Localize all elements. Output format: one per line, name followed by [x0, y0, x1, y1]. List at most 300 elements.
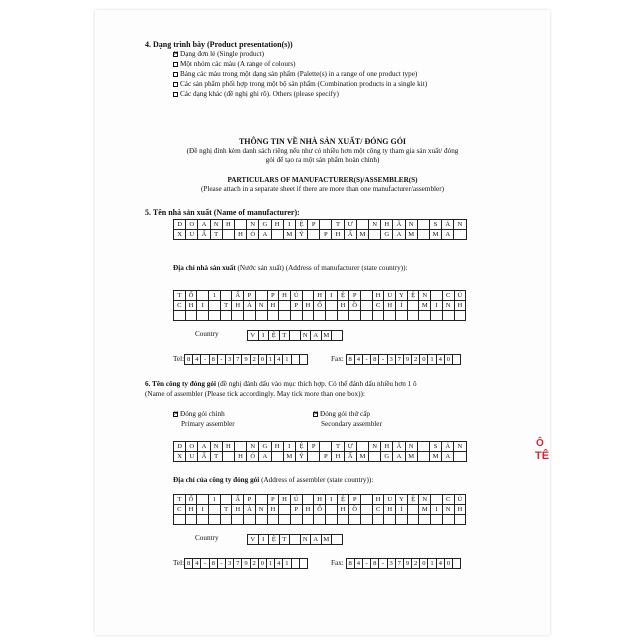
char-box[interactable]: T: [174, 495, 186, 505]
char-box[interactable]: H: [384, 301, 396, 311]
char-box[interactable]: [303, 515, 315, 525]
char-box[interactable]: [221, 495, 233, 505]
char-box[interactable]: Ệ: [269, 331, 280, 341]
char-box[interactable]: H: [338, 301, 350, 311]
char-box[interactable]: 2: [412, 559, 420, 569]
char-box[interactable]: M: [357, 230, 369, 240]
char-box[interactable]: M: [322, 331, 333, 341]
char-box[interactable]: -: [201, 559, 209, 569]
char-box[interactable]: P: [320, 230, 332, 240]
char-box[interactable]: N: [247, 442, 259, 452]
char-box[interactable]: X: [174, 230, 186, 240]
char-box[interactable]: A: [442, 230, 454, 240]
char-box[interactable]: [361, 301, 373, 311]
char-box[interactable]: [235, 442, 247, 452]
char-box[interactable]: I: [284, 442, 296, 452]
char-box[interactable]: [268, 515, 280, 525]
char-box[interactable]: 8: [347, 355, 355, 365]
char-box[interactable]: 7: [396, 559, 404, 569]
char-box[interactable]: A: [198, 220, 210, 230]
char-box[interactable]: -: [218, 559, 226, 569]
char-box[interactable]: N: [419, 495, 431, 505]
char-box[interactable]: [320, 442, 332, 452]
char-box[interactable]: 0: [259, 559, 267, 569]
char-box[interactable]: [396, 515, 408, 525]
char-box[interactable]: A: [198, 442, 210, 452]
char-box[interactable]: 1: [267, 355, 275, 365]
char-box[interactable]: [292, 355, 300, 365]
char-box[interactable]: [292, 559, 300, 569]
char-box[interactable]: H: [338, 505, 350, 515]
char-box[interactable]: -: [218, 355, 226, 365]
char-box[interactable]: I: [326, 291, 338, 301]
char-box[interactable]: [361, 515, 373, 525]
char-box[interactable]: Ấ: [232, 495, 244, 505]
char-box[interactable]: [357, 442, 369, 452]
char-box[interactable]: [174, 515, 186, 525]
char-box[interactable]: T: [174, 291, 186, 301]
char-box[interactable]: U: [186, 230, 198, 240]
presentation-option-checkbox[interactable]: [173, 52, 178, 57]
char-box[interactable]: [256, 515, 268, 525]
char-box[interactable]: [369, 452, 381, 462]
char-box[interactable]: [418, 452, 430, 462]
char-box[interactable]: Ủ: [455, 495, 467, 505]
char-box[interactable]: [279, 301, 291, 311]
char-box[interactable]: [408, 301, 420, 311]
char-box[interactable]: [308, 452, 320, 462]
char-box[interactable]: [349, 311, 361, 321]
char-box[interactable]: N: [211, 442, 223, 452]
char-box[interactable]: P: [291, 505, 303, 515]
char-box[interactable]: G: [381, 230, 393, 240]
char-box[interactable]: C: [373, 505, 385, 515]
char-box[interactable]: N: [369, 442, 381, 452]
char-box[interactable]: [332, 331, 343, 341]
char-box[interactable]: P: [349, 495, 361, 505]
char-box[interactable]: [279, 505, 291, 515]
char-box[interactable]: Ó: [247, 452, 259, 462]
char-box[interactable]: 1: [428, 355, 436, 365]
char-box[interactable]: [303, 291, 315, 301]
char-box[interactable]: [223, 230, 235, 240]
char-box[interactable]: -: [379, 559, 387, 569]
char-box[interactable]: [272, 230, 284, 240]
char-box[interactable]: C: [174, 301, 186, 311]
char-box[interactable]: C: [174, 505, 186, 515]
presentation-option-checkbox[interactable]: [173, 62, 178, 67]
char-box[interactable]: Ư: [345, 220, 357, 230]
char-box[interactable]: [279, 515, 291, 525]
char-box[interactable]: Ồ: [349, 505, 361, 515]
char-box[interactable]: [308, 230, 320, 240]
char-box[interactable]: 0: [445, 559, 453, 569]
char-box[interactable]: P: [308, 442, 320, 452]
char-box[interactable]: Ấ: [198, 452, 210, 462]
char-box[interactable]: 8: [185, 559, 193, 569]
char-box[interactable]: 7: [234, 559, 242, 569]
char-box[interactable]: Â: [393, 220, 405, 230]
char-box[interactable]: [314, 311, 326, 321]
char-box[interactable]: [290, 535, 301, 545]
char-box[interactable]: P: [320, 452, 332, 462]
char-box[interactable]: S: [430, 220, 442, 230]
char-box[interactable]: 7: [234, 355, 242, 365]
char-box[interactable]: V: [248, 535, 259, 545]
char-box[interactable]: 8: [185, 355, 193, 365]
char-box[interactable]: [357, 220, 369, 230]
char-box[interactable]: Ệ: [269, 535, 280, 545]
char-box[interactable]: Ú: [291, 291, 303, 301]
char-box[interactable]: [197, 495, 209, 505]
char-box[interactable]: X: [174, 452, 186, 462]
presentation-option[interactable]: [173, 90, 427, 100]
char-box[interactable]: Y: [396, 291, 408, 301]
char-box[interactable]: S: [430, 442, 442, 452]
char-box[interactable]: [221, 311, 233, 321]
char-box[interactable]: 7: [396, 355, 404, 365]
char-box[interactable]: Ệ: [408, 291, 420, 301]
char-box[interactable]: G: [381, 452, 393, 462]
char-box[interactable]: 8: [371, 559, 379, 569]
char-box[interactable]: O: [186, 442, 198, 452]
char-box[interactable]: [326, 311, 338, 321]
char-box[interactable]: N: [256, 301, 268, 311]
char-box[interactable]: H: [303, 505, 315, 515]
char-box[interactable]: [453, 559, 461, 569]
char-box[interactable]: [361, 291, 373, 301]
char-box[interactable]: G: [259, 220, 271, 230]
presentation-option[interactable]: [173, 50, 427, 60]
secondary-assembler-checkbox[interactable]: [313, 412, 318, 417]
char-box[interactable]: 8: [347, 559, 355, 569]
primary-assembler-option[interactable]: [173, 410, 225, 419]
char-box[interactable]: -: [201, 355, 209, 365]
char-box[interactable]: [209, 505, 221, 515]
char-box[interactable]: [408, 311, 420, 321]
char-box[interactable]: 4: [437, 355, 445, 365]
char-box[interactable]: Ổ: [186, 291, 198, 301]
char-box[interactable]: Ư: [345, 442, 357, 452]
char-box[interactable]: P: [308, 220, 320, 230]
char-box[interactable]: 9: [404, 355, 412, 365]
char-box[interactable]: 9: [242, 559, 250, 569]
char-box[interactable]: [232, 311, 244, 321]
char-box[interactable]: I: [197, 301, 209, 311]
char-box[interactable]: 2: [251, 559, 259, 569]
char-box[interactable]: 2: [412, 355, 420, 365]
char-box[interactable]: Ả: [442, 442, 454, 452]
char-box[interactable]: 1: [283, 559, 291, 569]
char-box[interactable]: A: [311, 331, 322, 341]
char-box[interactable]: P: [349, 291, 361, 301]
char-box[interactable]: Ủ: [455, 291, 467, 301]
char-box[interactable]: [453, 355, 461, 365]
char-box[interactable]: A: [311, 535, 322, 545]
char-box[interactable]: H: [232, 505, 244, 515]
char-box[interactable]: P: [244, 495, 256, 505]
char-box[interactable]: H: [332, 230, 344, 240]
char-box[interactable]: [369, 230, 381, 240]
char-box[interactable]: Ỹ: [296, 230, 308, 240]
char-box[interactable]: H: [186, 301, 198, 311]
char-box[interactable]: -: [379, 355, 387, 365]
char-box[interactable]: Ó: [247, 230, 259, 240]
char-box[interactable]: T: [221, 505, 233, 515]
char-box[interactable]: [431, 311, 443, 321]
char-box[interactable]: [349, 515, 361, 525]
char-box[interactable]: [361, 505, 373, 515]
char-box[interactable]: 4: [275, 559, 283, 569]
char-box[interactable]: [272, 452, 284, 462]
char-box[interactable]: M: [430, 230, 442, 240]
char-box[interactable]: U: [384, 495, 396, 505]
char-box[interactable]: Ệ: [408, 495, 420, 505]
char-box[interactable]: [186, 311, 198, 321]
presentation-option[interactable]: [173, 70, 427, 80]
char-box[interactable]: Ỹ: [296, 452, 308, 462]
char-box[interactable]: T: [280, 535, 291, 545]
char-box[interactable]: C: [443, 495, 455, 505]
char-box[interactable]: H: [455, 505, 467, 515]
char-box[interactable]: T: [332, 442, 344, 452]
char-box[interactable]: I: [259, 535, 270, 545]
char-box[interactable]: [373, 515, 385, 525]
char-box[interactable]: [232, 515, 244, 525]
char-box[interactable]: [279, 311, 291, 321]
char-box[interactable]: H: [381, 442, 393, 452]
char-box[interactable]: 3: [226, 355, 234, 365]
char-box[interactable]: [332, 535, 343, 545]
char-box[interactable]: N: [443, 505, 455, 515]
char-box[interactable]: [197, 311, 209, 321]
char-box[interactable]: Ấ: [232, 291, 244, 301]
char-box[interactable]: V: [248, 331, 259, 341]
char-box[interactable]: H: [381, 220, 393, 230]
char-box[interactable]: H: [373, 495, 385, 505]
char-box[interactable]: [373, 311, 385, 321]
char-box[interactable]: 0: [420, 559, 428, 569]
char-box[interactable]: Í: [396, 505, 408, 515]
char-box[interactable]: A: [393, 452, 405, 462]
char-box[interactable]: [244, 311, 256, 321]
char-box[interactable]: N: [301, 535, 312, 545]
char-box[interactable]: 1: [267, 559, 275, 569]
char-box[interactable]: [300, 559, 308, 569]
char-box[interactable]: [197, 291, 209, 301]
char-box[interactable]: N: [211, 220, 223, 230]
char-box[interactable]: N: [454, 442, 466, 452]
presentation-option[interactable]: [173, 80, 427, 90]
char-box[interactable]: [291, 515, 303, 525]
char-box[interactable]: M: [284, 452, 296, 462]
char-box[interactable]: [303, 311, 315, 321]
char-box[interactable]: H: [268, 505, 280, 515]
char-box[interactable]: [209, 301, 221, 311]
char-box[interactable]: [361, 495, 373, 505]
char-box[interactable]: 8: [210, 355, 218, 365]
char-box[interactable]: [174, 311, 186, 321]
char-box[interactable]: H: [235, 230, 247, 240]
char-box[interactable]: H: [279, 495, 291, 505]
char-box[interactable]: 3: [388, 355, 396, 365]
char-box[interactable]: H: [314, 291, 326, 301]
char-box[interactable]: I: [259, 331, 270, 341]
char-box[interactable]: Ệ: [296, 442, 308, 452]
char-box[interactable]: 0: [420, 355, 428, 365]
char-box[interactable]: 4: [193, 559, 201, 569]
char-box[interactable]: [244, 515, 256, 525]
char-box[interactable]: Â: [393, 442, 405, 452]
char-box[interactable]: -: [363, 355, 371, 365]
char-box[interactable]: [209, 311, 221, 321]
char-box[interactable]: [221, 291, 233, 301]
char-box[interactable]: 4: [275, 355, 283, 365]
char-box[interactable]: N: [369, 220, 381, 230]
char-box[interactable]: H: [332, 452, 344, 462]
char-box[interactable]: 8: [210, 559, 218, 569]
char-box[interactable]: H: [232, 301, 244, 311]
char-box[interactable]: I: [431, 505, 443, 515]
char-box[interactable]: A: [442, 452, 454, 462]
char-box[interactable]: [290, 331, 301, 341]
char-box[interactable]: 8: [371, 355, 379, 365]
char-box[interactable]: À: [244, 505, 256, 515]
char-box[interactable]: H: [303, 301, 315, 311]
char-box[interactable]: [223, 452, 235, 462]
char-box[interactable]: H: [272, 220, 284, 230]
char-box[interactable]: [418, 442, 430, 452]
char-box[interactable]: C: [443, 291, 455, 301]
char-box[interactable]: M: [322, 535, 333, 545]
char-box[interactable]: 9: [242, 355, 250, 365]
char-box[interactable]: A: [393, 230, 405, 240]
primary-assembler-checkbox[interactable]: [173, 412, 178, 417]
char-box[interactable]: T: [211, 452, 223, 462]
char-box[interactable]: O: [186, 220, 198, 230]
char-box[interactable]: [361, 311, 373, 321]
char-box[interactable]: G: [259, 442, 271, 452]
presentation-option-checkbox[interactable]: [173, 82, 178, 87]
char-box[interactable]: [268, 311, 280, 321]
char-box[interactable]: A: [259, 230, 271, 240]
char-box[interactable]: 4: [437, 559, 445, 569]
char-box[interactable]: H: [223, 220, 235, 230]
char-box[interactable]: Y: [396, 495, 408, 505]
char-box[interactable]: T: [280, 331, 291, 341]
char-box[interactable]: N: [256, 505, 268, 515]
char-box[interactable]: N: [419, 291, 431, 301]
char-box[interactable]: [186, 515, 198, 525]
char-box[interactable]: 2: [251, 355, 259, 365]
char-box[interactable]: [418, 230, 430, 240]
char-box[interactable]: [454, 230, 466, 240]
char-box[interactable]: D: [174, 220, 186, 230]
char-box[interactable]: N: [406, 220, 418, 230]
char-box[interactable]: [384, 515, 396, 525]
secondary-assembler-option[interactable]: [313, 410, 370, 419]
char-box[interactable]: [314, 515, 326, 525]
char-box[interactable]: [396, 311, 408, 321]
char-box[interactable]: 3: [226, 559, 234, 569]
char-box[interactable]: 1: [428, 559, 436, 569]
char-box[interactable]: H: [279, 291, 291, 301]
char-box[interactable]: 1: [209, 495, 221, 505]
char-box[interactable]: N: [301, 331, 312, 341]
char-box[interactable]: [256, 291, 268, 301]
char-box[interactable]: Ú: [291, 495, 303, 505]
presentation-option-checkbox[interactable]: [173, 72, 178, 77]
char-box[interactable]: Ệ: [338, 291, 350, 301]
char-box[interactable]: [326, 505, 338, 515]
char-box[interactable]: [256, 495, 268, 505]
char-box[interactable]: [303, 495, 315, 505]
char-box[interactable]: N: [454, 220, 466, 230]
char-box[interactable]: 4: [193, 355, 201, 365]
char-box[interactable]: [256, 311, 268, 321]
char-box[interactable]: I: [197, 505, 209, 515]
char-box[interactable]: 0: [445, 355, 453, 365]
char-box[interactable]: H: [384, 505, 396, 515]
char-box[interactable]: T: [211, 230, 223, 240]
char-box[interactable]: I: [284, 220, 296, 230]
char-box[interactable]: Ố: [314, 505, 326, 515]
char-box[interactable]: M: [406, 452, 418, 462]
char-box[interactable]: M: [419, 505, 431, 515]
char-box[interactable]: [419, 515, 431, 525]
char-box[interactable]: H: [373, 291, 385, 301]
char-box[interactable]: -: [363, 559, 371, 569]
char-box[interactable]: Ệ: [338, 495, 350, 505]
char-box[interactable]: A: [259, 452, 271, 462]
char-box[interactable]: H: [223, 442, 235, 452]
char-box[interactable]: 1: [283, 355, 291, 365]
char-box[interactable]: P: [291, 301, 303, 311]
char-box[interactable]: Ẩ: [345, 452, 357, 462]
char-box[interactable]: [431, 291, 443, 301]
char-box[interactable]: N: [443, 301, 455, 311]
char-box[interactable]: [209, 515, 221, 525]
char-box[interactable]: 0: [259, 355, 267, 365]
char-box[interactable]: 4: [355, 355, 363, 365]
char-box[interactable]: [320, 220, 332, 230]
char-box[interactable]: H: [314, 495, 326, 505]
char-box[interactable]: [300, 355, 308, 365]
char-box[interactable]: C: [373, 301, 385, 311]
char-box[interactable]: P: [268, 291, 280, 301]
char-box[interactable]: I: [326, 495, 338, 505]
char-box[interactable]: P: [244, 291, 256, 301]
char-box[interactable]: U: [186, 452, 198, 462]
char-box[interactable]: Ệ: [296, 220, 308, 230]
char-box[interactable]: H: [235, 452, 247, 462]
char-box[interactable]: 1: [209, 291, 221, 301]
char-box[interactable]: M: [406, 230, 418, 240]
char-box[interactable]: [408, 515, 420, 525]
char-box[interactable]: Ả: [442, 220, 454, 230]
char-box[interactable]: [408, 505, 420, 515]
char-box[interactable]: H: [186, 505, 198, 515]
char-box[interactable]: Ổ: [186, 495, 198, 505]
char-box[interactable]: M: [284, 230, 296, 240]
char-box[interactable]: [443, 515, 455, 525]
char-box[interactable]: [419, 311, 431, 321]
char-box[interactable]: H: [268, 301, 280, 311]
char-box[interactable]: [455, 515, 467, 525]
char-box[interactable]: À: [244, 301, 256, 311]
char-box[interactable]: [326, 515, 338, 525]
char-box[interactable]: P: [268, 495, 280, 505]
